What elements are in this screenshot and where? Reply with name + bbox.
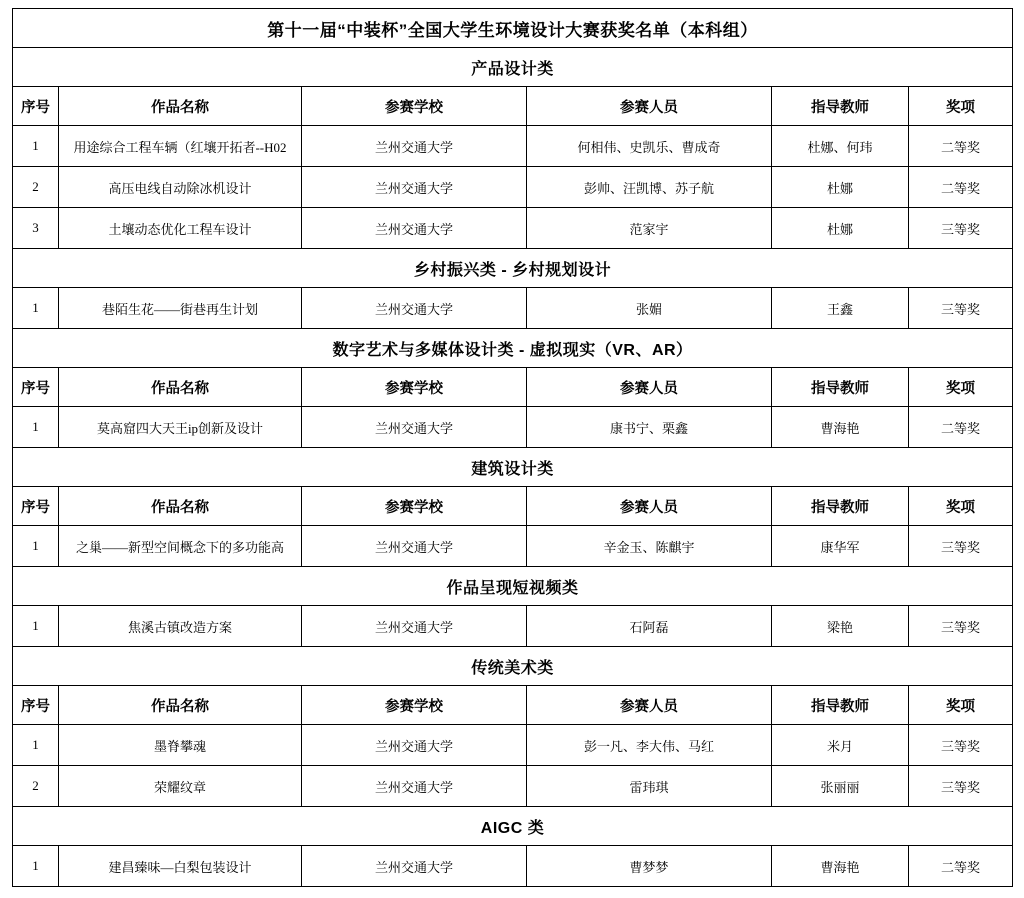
cell-work [59, 208, 302, 249]
cell-school-text: 兰州交通大学 [374, 180, 453, 196]
cell-school-text: 兰州交通大学 [374, 738, 453, 754]
section-title: 传统美术类 [13, 647, 1013, 686]
column-header-people: 参赛人员 [527, 87, 772, 126]
section-header-row [13, 807, 1013, 846]
cell-people [527, 526, 772, 567]
cell-teacher-text: 杜娜、何玮 [807, 139, 873, 155]
table-row [13, 167, 1013, 208]
cell-idx [13, 846, 59, 887]
cell-work-text: 高压电线自动除冰机设计 [108, 180, 252, 196]
cell-idx [13, 526, 59, 567]
column-header-work: 作品名称 [59, 368, 302, 407]
cell-award [909, 407, 1013, 448]
cell-award [909, 167, 1013, 208]
cell-school-text: 兰州交通大学 [374, 619, 453, 635]
table-row [13, 208, 1013, 249]
cell-award [909, 766, 1013, 807]
cell-teacher-text: 张丽丽 [820, 779, 860, 795]
cell-school [302, 606, 527, 647]
cell-idx-text: 1 [32, 618, 39, 633]
cell-people-text: 曹梦梦 [629, 859, 669, 875]
cell-school-text: 兰州交通大学 [374, 139, 453, 155]
cell-idx [13, 407, 59, 448]
cell-idx-text: 1 [32, 538, 39, 553]
cell-work-text: 焦溪古镇改造方案 [127, 619, 232, 635]
cell-award [909, 846, 1013, 887]
section-header-row [13, 448, 1013, 487]
award-list-table [12, 8, 1013, 887]
cell-work-text: 荣耀纹章 [153, 779, 206, 795]
column-header-award: 奖项 [909, 487, 1013, 526]
cell-award-text: 三等奖 [941, 539, 981, 555]
cell-school [302, 526, 527, 567]
cell-school [302, 846, 527, 887]
cell-teacher [772, 167, 909, 208]
column-header-people: 参赛人员 [527, 487, 772, 526]
cell-award-text: 三等奖 [941, 619, 981, 635]
cell-people [527, 208, 772, 249]
cell-work [59, 526, 302, 567]
cell-idx-text: 2 [32, 778, 39, 793]
section-title: AIGC 类 [13, 807, 1013, 846]
cell-people-text: 石阿磊 [629, 619, 669, 635]
table-row [13, 288, 1013, 329]
column-header-award: 奖项 [909, 368, 1013, 407]
column-header-school: 参赛学校 [302, 686, 527, 725]
cell-work [59, 846, 302, 887]
cell-school-text: 兰州交通大学 [374, 859, 453, 875]
table-row [13, 526, 1013, 567]
cell-school [302, 208, 527, 249]
cell-award [909, 725, 1013, 766]
cell-award [909, 208, 1013, 249]
column-header-work: 作品名称 [59, 487, 302, 526]
cell-work [59, 606, 302, 647]
column-header-work: 作品名称 [59, 87, 302, 126]
cell-people [527, 288, 772, 329]
cell-work-text: 土壤动态优化工程车设计 [108, 221, 252, 237]
cell-teacher [772, 126, 909, 167]
cell-idx-text: 1 [32, 300, 39, 315]
cell-teacher [772, 288, 909, 329]
cell-teacher [772, 846, 909, 887]
cell-school [302, 725, 527, 766]
cell-school [302, 407, 527, 448]
cell-award [909, 288, 1013, 329]
cell-idx [13, 725, 59, 766]
cell-award-text: 三等奖 [941, 221, 981, 237]
section-header-row [13, 567, 1013, 606]
cell-people-text: 康书宁、栗鑫 [609, 420, 688, 436]
cell-work [59, 288, 302, 329]
cell-work-text: 墨脊攀魂 [153, 738, 206, 754]
cell-work-text: 之巢——新型空间概念下的多功能高 [75, 539, 284, 555]
cell-award [909, 606, 1013, 647]
cell-people-text: 彭帅、汪凯博、苏子航 [583, 180, 714, 196]
table-row [13, 407, 1013, 448]
cell-people-text: 彭一凡、李大伟、马红 [583, 738, 714, 754]
column-header-row [13, 368, 1013, 407]
cell-teacher [772, 725, 909, 766]
column-header-idx: 序号 [13, 368, 59, 407]
cell-people [527, 766, 772, 807]
column-header-award: 奖项 [909, 686, 1013, 725]
cell-school-text: 兰州交通大学 [374, 221, 453, 237]
table-row [13, 846, 1013, 887]
cell-school-text: 兰州交通大学 [374, 301, 453, 317]
cell-idx-text: 2 [32, 179, 39, 194]
page-title: 第十一届“中装杯”全国大学生环境设计大赛获奖名单（本科组） [13, 9, 1013, 48]
column-header-award: 奖项 [909, 87, 1013, 126]
column-header-row [13, 686, 1013, 725]
cell-teacher [772, 766, 909, 807]
column-header-school: 参赛学校 [302, 487, 527, 526]
section-header-row [13, 249, 1013, 288]
cell-people [527, 846, 772, 887]
cell-idx-text: 1 [32, 737, 39, 752]
cell-idx [13, 288, 59, 329]
section-title: 数字艺术与多媒体设计类 - 虚拟现实（VR、AR） [13, 329, 1013, 368]
cell-people-text: 范家宇 [629, 221, 669, 237]
cell-people-text: 张媚 [635, 301, 662, 317]
cell-idx-text: 3 [32, 220, 39, 235]
cell-award-text: 二等奖 [941, 180, 981, 196]
cell-award-text: 二等奖 [941, 420, 981, 436]
cell-award-text: 二等奖 [941, 859, 981, 875]
cell-school [302, 167, 527, 208]
cell-people-text: 何相伟、史凯乐、曹成奇 [577, 139, 721, 155]
cell-school-text: 兰州交通大学 [374, 420, 453, 436]
section-header-row [13, 647, 1013, 686]
cell-work-text: 巷陌生花——街巷再生计划 [101, 301, 258, 317]
table-row [13, 766, 1013, 807]
cell-people-text: 辛金玉、陈麒宇 [603, 539, 695, 555]
cell-idx-text: 1 [32, 419, 39, 434]
column-header-teacher: 指导教师 [772, 686, 909, 725]
cell-people [527, 725, 772, 766]
section-title: 乡村振兴类 - 乡村规划设计 [13, 249, 1013, 288]
cell-work [59, 725, 302, 766]
cell-award-text: 三等奖 [941, 779, 981, 795]
cell-teacher [772, 606, 909, 647]
section-title: 作品呈现短视频类 [13, 567, 1013, 606]
cell-school [302, 288, 527, 329]
cell-idx [13, 167, 59, 208]
cell-idx [13, 606, 59, 647]
table-row [13, 126, 1013, 167]
cell-teacher-text: 米月 [826, 738, 853, 754]
cell-award-text: 三等奖 [941, 738, 981, 754]
cell-work-text: 建昌臻味—白梨包装设计 [108, 859, 252, 875]
document-title-row [13, 9, 1013, 48]
cell-idx [13, 126, 59, 167]
cell-teacher [772, 407, 909, 448]
cell-people [527, 606, 772, 647]
column-header-school: 参赛学校 [302, 87, 527, 126]
column-header-row [13, 87, 1013, 126]
table-row [13, 606, 1013, 647]
cell-teacher-text: 梁艳 [826, 619, 853, 635]
section-header-row [13, 48, 1013, 87]
section-title: 产品设计类 [13, 48, 1013, 87]
cell-award [909, 126, 1013, 167]
cell-idx [13, 766, 59, 807]
column-header-idx: 序号 [13, 686, 59, 725]
cell-school-text: 兰州交通大学 [374, 539, 453, 555]
cell-people [527, 167, 772, 208]
section-title: 建筑设计类 [13, 448, 1013, 487]
section-header-row [13, 329, 1013, 368]
cell-idx [13, 208, 59, 249]
cell-work [59, 167, 302, 208]
cell-teacher [772, 526, 909, 567]
cell-work [59, 126, 302, 167]
column-header-row [13, 487, 1013, 526]
cell-people-text: 雷玮琪 [629, 779, 669, 795]
cell-school [302, 766, 527, 807]
column-header-people: 参赛人员 [527, 368, 772, 407]
cell-idx-text: 1 [32, 858, 39, 873]
cell-award-text: 二等奖 [941, 139, 981, 155]
column-header-teacher: 指导教师 [772, 87, 909, 126]
cell-idx-text: 1 [32, 138, 39, 153]
cell-work-text: 莫高窟四大天王ip创新及设计 [96, 420, 264, 436]
cell-award [909, 526, 1013, 567]
cell-teacher [772, 208, 909, 249]
cell-school-text: 兰州交通大学 [374, 779, 453, 795]
cell-work [59, 407, 302, 448]
cell-school [302, 126, 527, 167]
cell-teacher-text: 杜娜 [826, 221, 853, 237]
cell-teacher-text: 王鑫 [826, 301, 853, 317]
cell-work-text: 用途综合工程车辆（红壤开拓者--H02 [73, 139, 287, 155]
cell-work [59, 766, 302, 807]
column-header-idx: 序号 [13, 87, 59, 126]
cell-teacher-text: 杜娜 [826, 180, 853, 196]
cell-award-text: 三等奖 [941, 301, 981, 317]
column-header-people: 参赛人员 [527, 686, 772, 725]
column-header-school: 参赛学校 [302, 368, 527, 407]
column-header-teacher: 指导教师 [772, 368, 909, 407]
column-header-teacher: 指导教师 [772, 487, 909, 526]
cell-people [527, 407, 772, 448]
column-header-work: 作品名称 [59, 686, 302, 725]
cell-teacher-text: 康华军 [820, 539, 860, 555]
cell-people [527, 126, 772, 167]
cell-teacher-text: 曹海艳 [820, 420, 860, 436]
table-row [13, 725, 1013, 766]
cell-teacher-text: 曹海艳 [820, 859, 860, 875]
column-header-idx: 序号 [13, 487, 59, 526]
